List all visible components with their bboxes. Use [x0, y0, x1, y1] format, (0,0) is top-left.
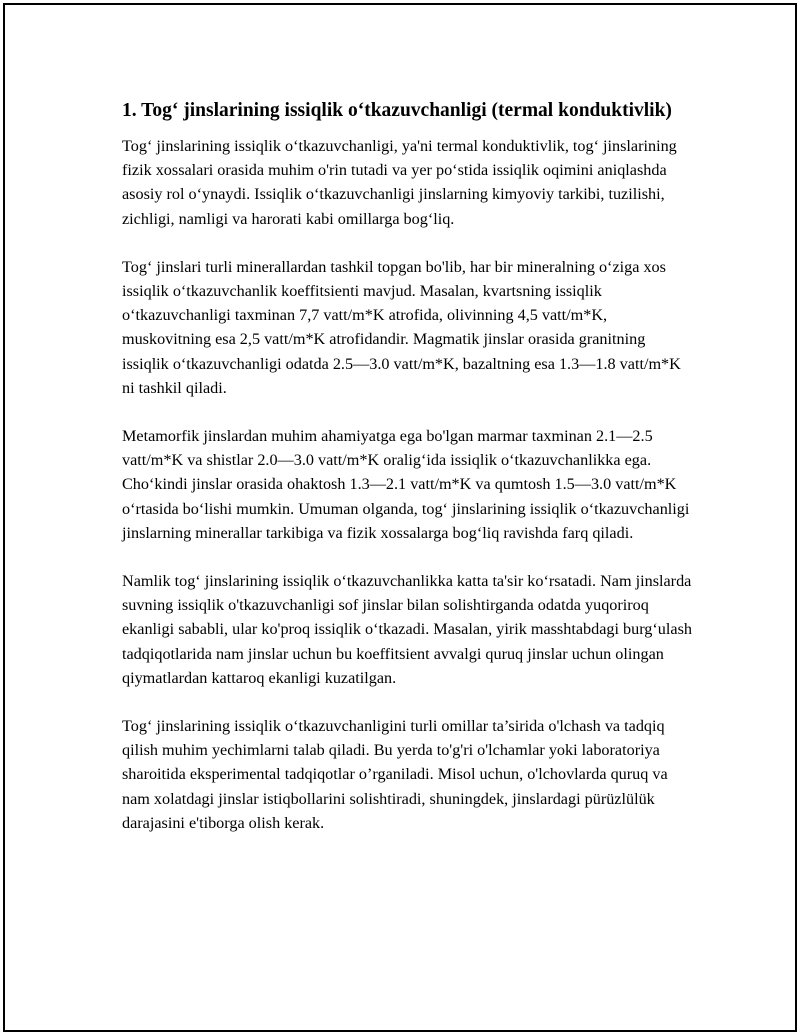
paragraph-measurement: Tog‘ jinslarining issiqlik o‘tkazuvchanligini turli omillar ta’sirida o'lchash va tadqiq qilish muhim yechimlarni talab qiladi. Bu yerda to'g'ri o'lchamlar yoki laboratoriya sharoitida eksperimental tadqiqotlar o’rganiladi. Misol uchun, o'lchovlarda quruq va nam xolatdagi jinslar istiqbollarini solishtiradi, shuningdek, jinslardagi pürüzlülük darajasini e'tiborga olish kerak.	[122, 717, 668, 832]
page-frame	[3, 3, 797, 1032]
section-heading: 1. Tog‘ jinslarining issiqlik o‘tkazuvchanligi (termal konduktivlik)	[122, 100, 672, 121]
paragraph-minerals: Tog‘ jinslari turli minerallardan tashkil topgan bo'lib, har bir mineralning o‘ziga xos issiqlik o‘tkazuvchanlik koeffitsienti mavjud. Masalan, kvartsning issiqlik o‘tkazuvchanligi taxminan 7,7 vatt/m*K atrofida, olivinning 4,5 vatt/m*K, muskovitning esa 2,5 vatt/m*K atrofidandir. Magmatik jinslar orasida granitning issiqlik o‘tkazuvchanligi odatda 2.5—3.0 vatt/m*K, bazaltning esa 1.3—1.8 vatt/m*K ni tashkil qiladi.	[122, 257, 681, 397]
paragraph-metamorphic: Metamorfik jinslardan muhim ahamiyatga ega bo'lgan marmar taxminan 2.1—2.5 vatt/m*K va shistlar 2.0—3.0 vatt/m*K oralig‘ida issiqlik o‘tkazuvchanlikka ega. Cho‘kindi jinslar orasida ohaktosh 1.3—2.1 vatt/m*K va qumtosh 1.5—3.0 vatt/m*K o‘rtasida bo‘lishi mumkin. Umuman olganda, tog‘ jinslarining issiqlik o‘tkazuvchanligi jinslarning minerallar tarkibiga va fizik xossalarga bog‘liq ravishda farq qiladi.	[122, 427, 690, 542]
paragraph-intro: Tog‘ jinslarining issiqlik o‘tkazuvchanligi, ya'ni termal konduktivlik, tog‘ jinslarining fizik xossalari orasida muhim o'rin tutadi va yer po‘stida issiqlik oqimini aniqlashda asosiy rol o‘ynaydi. Issiqlik o‘tkazuvchanligi jinslarning kimyoviy tarkibi, tuzilishi, zichligi, namligi va harorati kabi omillarga bog‘liq.	[122, 137, 677, 228]
paragraph-moisture: Namlik tog‘ jinslarining issiqlik o‘tkazuvchanlikka katta ta'sir ko‘rsatadi. Nam jinslarda suvning issiqlik o'tkazuvchanligi sof jinslar bilan solishtirganda odatda yuqoriroq ekanligi sababli, ular ko'proq issiqlik o‘tkazadi. Masalan, yirik masshtabdagi burg‘ulash tadqiqotlarida nam jinslar uchun bu koeffitsient avvalgi quruq jinslar uchun olingan qiymatlardan kattaroq ekanligi kuzatilgan.	[122, 572, 692, 687]
document-body	[122, 98, 692, 859]
